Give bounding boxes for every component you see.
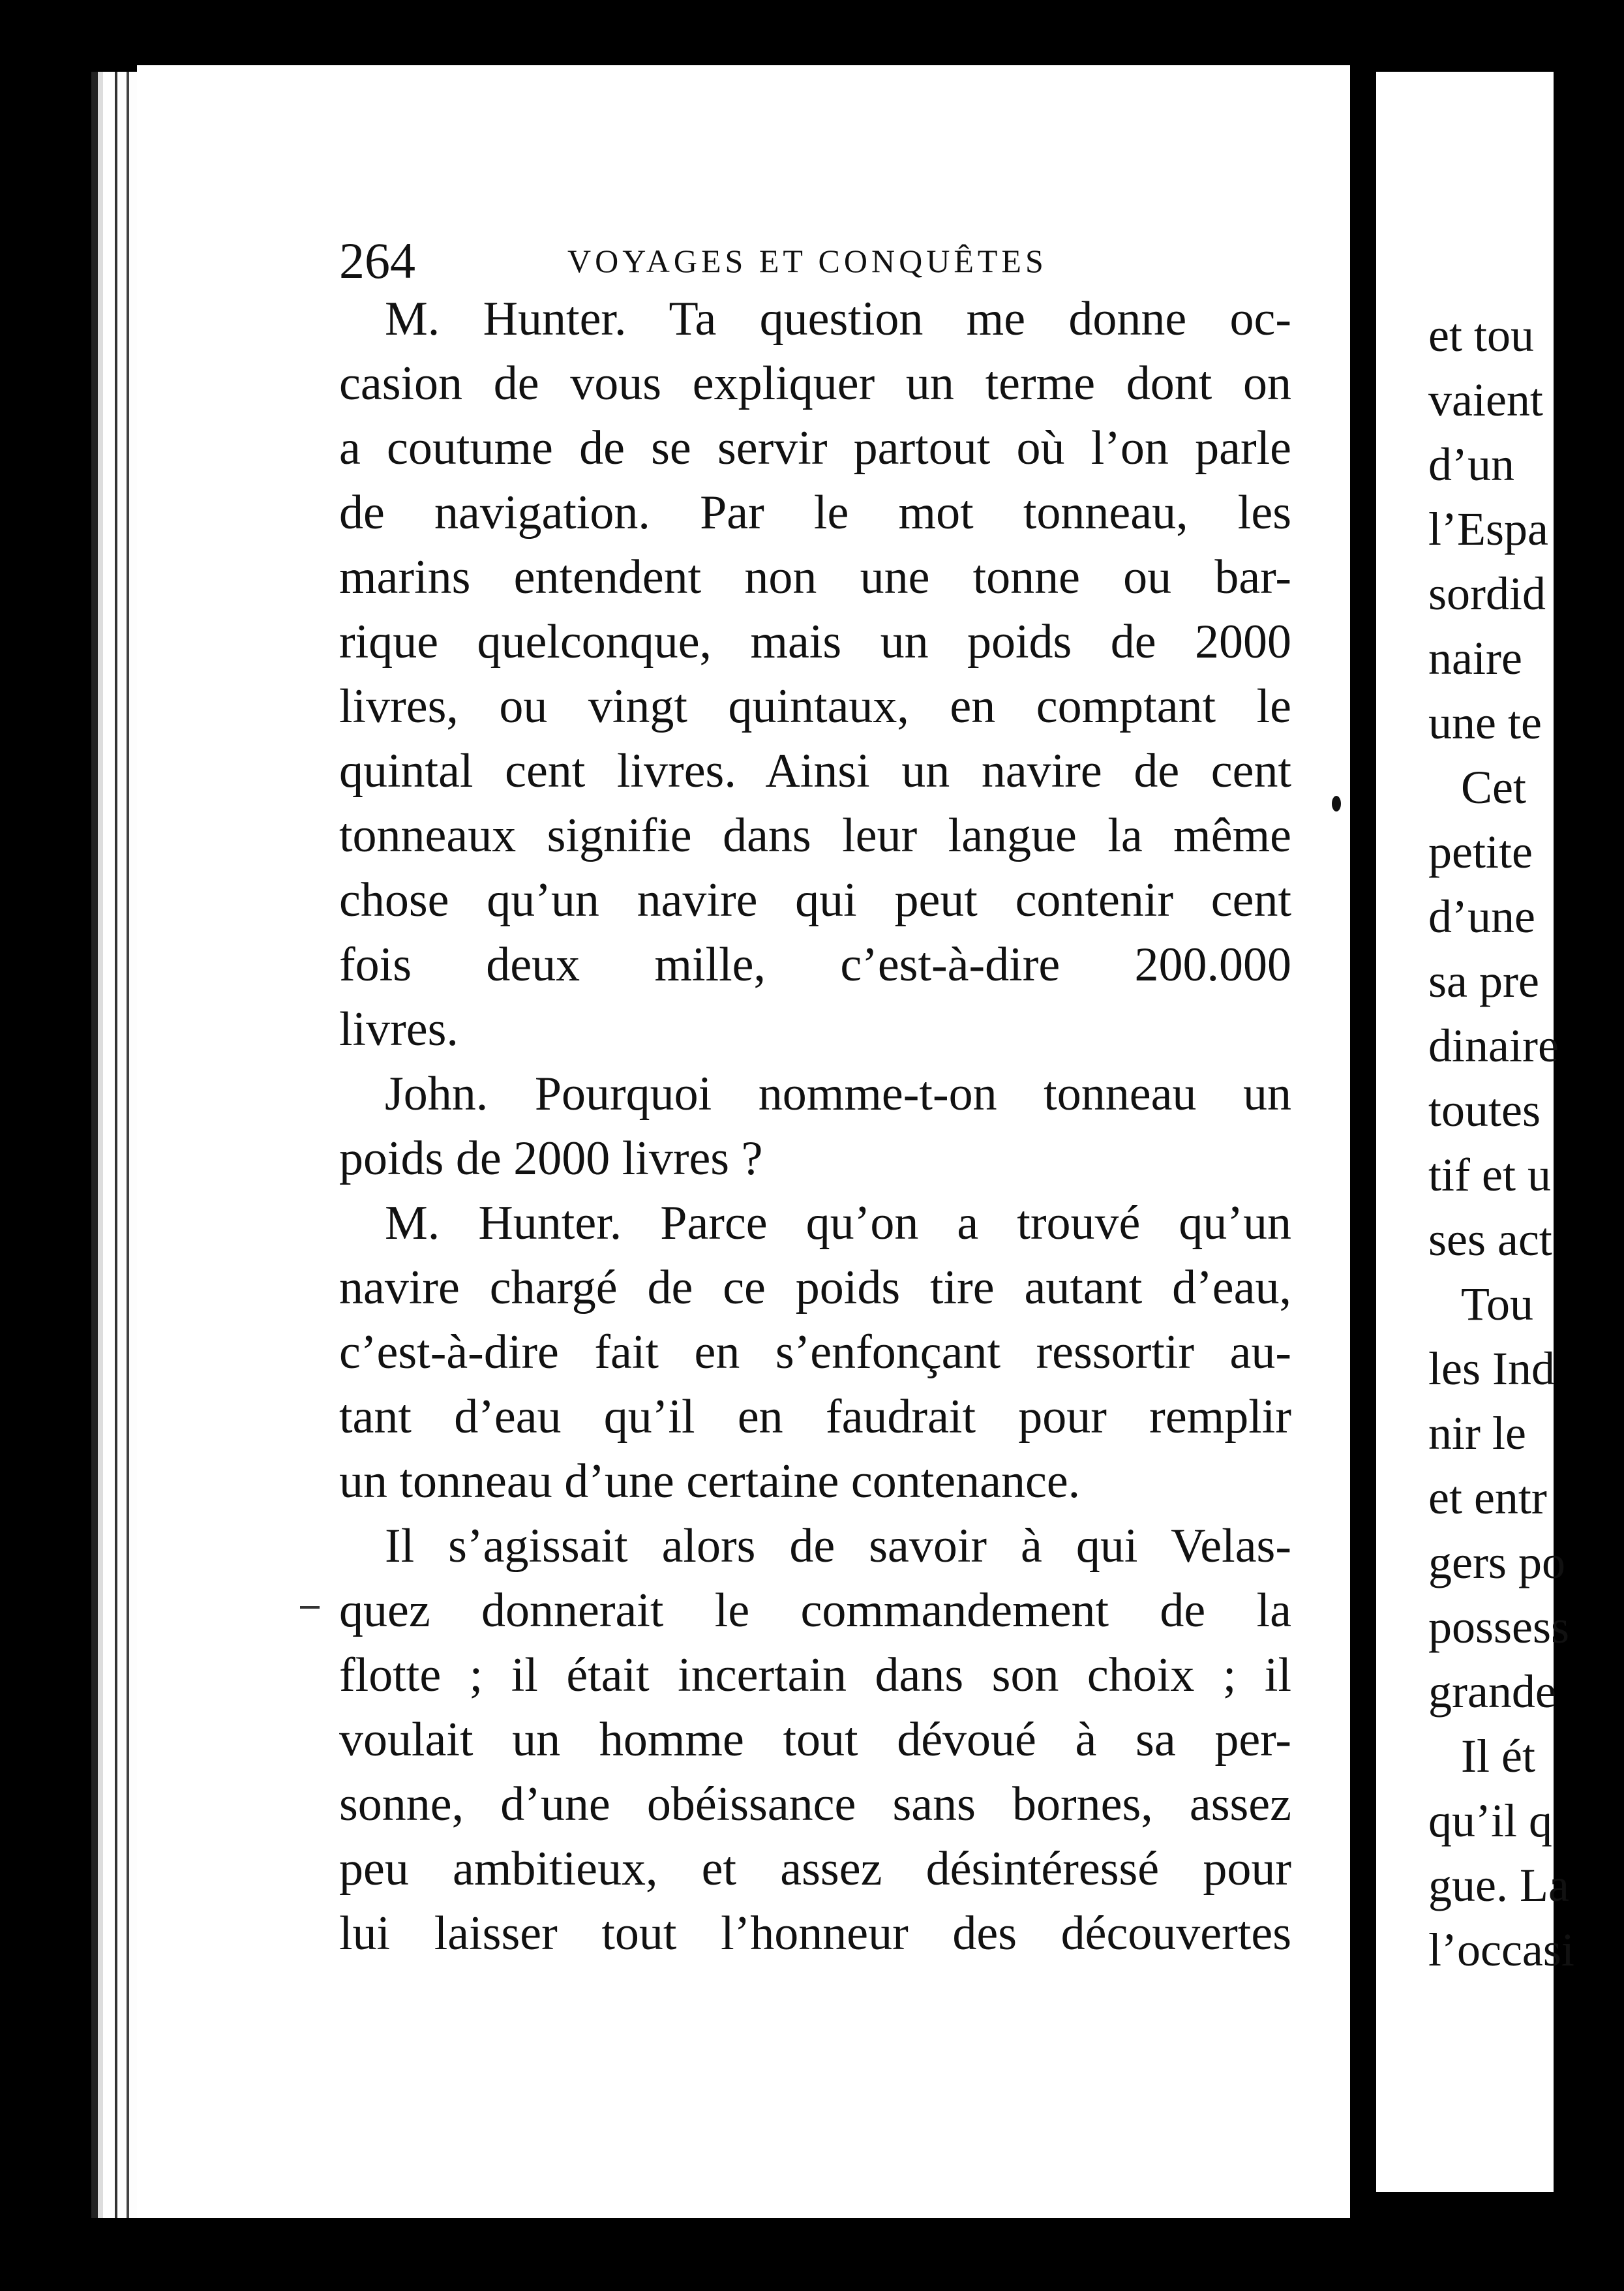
right-line: gers po: [1428, 1536, 1565, 1588]
right-line: l’Espa: [1428, 503, 1548, 555]
right-line: Cet: [1461, 761, 1526, 813]
ink-spot: [1332, 796, 1341, 812]
page-number: 264: [339, 232, 415, 289]
text-line: chose qu’un navire qui peut contenir cent: [339, 873, 1291, 927]
right-line: grande: [1428, 1665, 1556, 1718]
text-line: M. Hunter. Parce qu’on a trouvé qu’un: [385, 1196, 1291, 1250]
text-line: fois deux mille, c’est-à-dire 200.000: [339, 938, 1291, 992]
right-line: Tou: [1461, 1278, 1533, 1330]
right-line: une te: [1428, 697, 1542, 749]
text-line: c’est-à-dire fait en s’enfonçant ressortir au-: [339, 1326, 1291, 1379]
right-line: et entr: [1428, 1472, 1547, 1524]
right-page: [1376, 72, 1574, 2192]
text-line: tonneaux signifie dans leur langue la même: [339, 809, 1291, 862]
running-title: VOYAGES ET CONQUÊTES: [567, 243, 1047, 279]
right-line: nir le: [1428, 1407, 1526, 1459]
right-line: naire: [1428, 632, 1522, 684]
text-line: poids de 2000 livres ?: [339, 1132, 763, 1185]
text-line: livres, ou vingt quintaux, en comptant le: [339, 680, 1291, 733]
left-page-text: [339, 287, 1291, 1966]
text-line: quintal cent livres. Ainsi un navire de cent: [339, 744, 1291, 798]
right-line: qu’il q: [1428, 1795, 1552, 1847]
text-line: voulait un homme tout dévoué à sa per-: [339, 1713, 1291, 1767]
text-line: navire chargé de ce poids tire autant d’eau,: [339, 1261, 1291, 1314]
text-line: lui laisser tout l’honneur des découvertes: [339, 1907, 1291, 1960]
right-line: sordid: [1428, 568, 1546, 620]
text-line: quez donnerait le commandement de la: [339, 1584, 1291, 1637]
text-line: marins entendent non une tonne ou bar-: [339, 551, 1291, 604]
right-line: ses act: [1428, 1213, 1552, 1266]
text-line: flotte ; il était incertain dans son choix ; il: [339, 1648, 1291, 1702]
right-line: petite: [1428, 826, 1533, 878]
right-line: d’un: [1428, 438, 1514, 491]
text-line: casion de vous expliquer un terme dont on: [339, 357, 1291, 410]
text-line: de navigation. Par le mot tonneau, les: [339, 486, 1291, 539]
text-line: livres.: [339, 1003, 459, 1056]
book-gutter: [1350, 65, 1376, 2218]
right-line: d’une: [1428, 890, 1535, 943]
right-line: possess: [1428, 1601, 1570, 1653]
right-line: les Ind: [1428, 1343, 1555, 1395]
text-line: Il s’agissait alors de savoir à qui Velas-: [385, 1519, 1291, 1573]
right-line: l’occasi: [1428, 1924, 1574, 1976]
right-line: gue. La: [1428, 1859, 1569, 1911]
right-line: dinaire: [1428, 1020, 1559, 1072]
text-line: sonne, d’une obéissance sans bornes, assez: [339, 1778, 1291, 1831]
right-line: toutes: [1428, 1084, 1541, 1136]
right-line: Il ét: [1461, 1730, 1535, 1782]
text-line: tant d’eau qu’il en faudrait pour remplir: [339, 1390, 1291, 1444]
text-line: peu ambitieux, et assez désintéressé pour: [339, 1842, 1291, 1896]
right-line: sa pre: [1428, 955, 1539, 1007]
text-line: rique quelconque, mais un poids de 2000: [339, 615, 1291, 669]
right-line: et tou: [1428, 309, 1534, 361]
right-page-text: [1428, 303, 1624, 1982]
text-line: a coutume de se servir partout où l’on parle: [339, 421, 1291, 475]
text-line: un tonneau d’une certaine contenance.: [339, 1455, 1081, 1508]
right-line: tif et u: [1428, 1149, 1551, 1201]
text-line: John. Pourquoi nomme-t-on tonneau un: [385, 1067, 1291, 1121]
right-line: vaient: [1428, 374, 1543, 426]
text-line: M. Hunter. Ta question me donne oc-: [385, 292, 1291, 346]
margin-mark: [300, 1606, 320, 1609]
